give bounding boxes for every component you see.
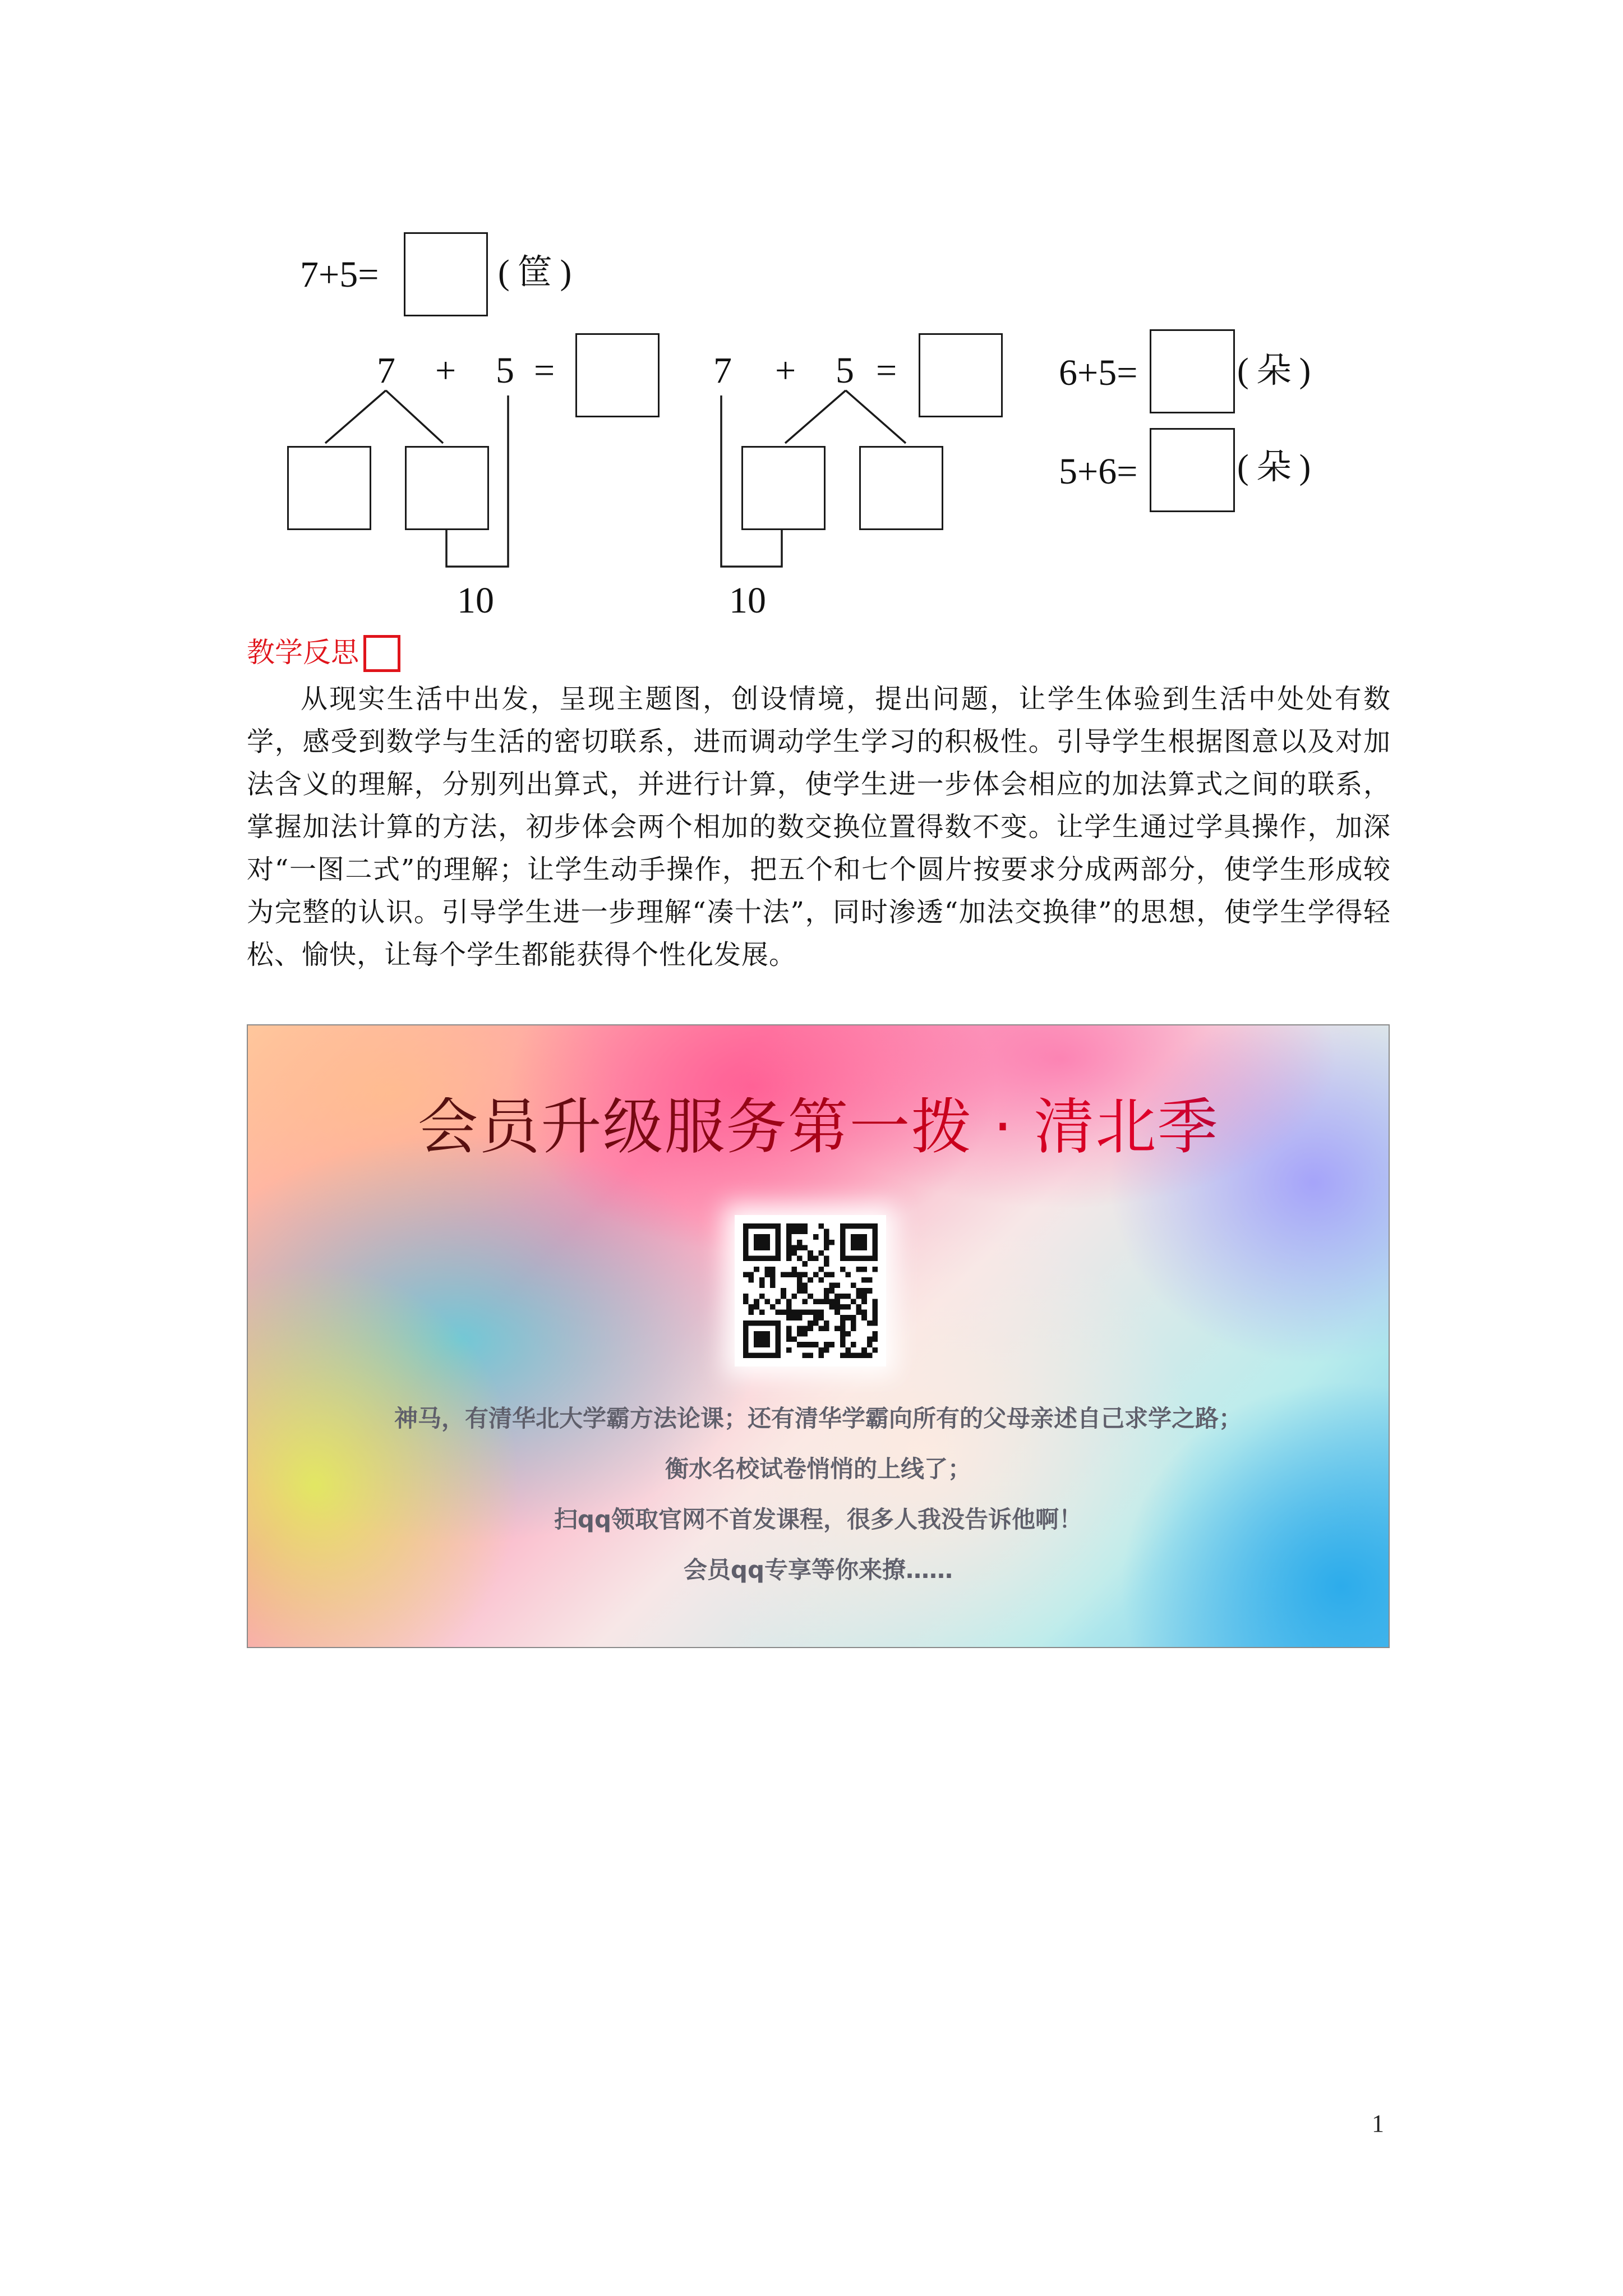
plus-sign: + — [435, 350, 457, 391]
banner-title: 会员升级服务第一拨 · 清北季 — [248, 1097, 1389, 1158]
qr-code-icon — [743, 1223, 878, 1358]
answer-box-6-plus-5[interactable] — [1150, 329, 1235, 413]
answer-box-mid[interactable] — [919, 333, 1003, 417]
answer-box-left[interactable] — [575, 333, 660, 417]
reflection-body: 从现实生活中出发，呈现主题图，创设情境，提出问题，让学生体验到生活中处处有数学，感受到数学与生活的密切联系，进而调动学生学习的积极性。引导学生根据图意以及对加法含义的理解，分别列出算式，并进行计算，使学生进一步体会相应的加法算式之间的联系，掌握加法计算的方法，初步体会两个相加的数交换位置得数不变。让学生通过学具操作，加深对“一图二式”的理解；让学生动手操作，把五个和七个圆片按要求分成两部分，使学生形成较为完整的认识。引导学生进一步理解“凑十法”，同时渗透“加法交换律”的思想，使学生学得轻松、愉快，让每个学生都能获得个性化发展。 — [247, 683, 1391, 970]
page-number: 1 — [1372, 2110, 1384, 2137]
split-line-mid-a — [785, 390, 846, 443]
banner-line: 扫qq领取官网不首发课程，很多人我没告诉他啊！ — [554, 1506, 1083, 1533]
banner-line: 衡水名校试卷悄悄的上线了； — [665, 1455, 971, 1483]
unit-label-flowers: (朵) — [1237, 352, 1319, 390]
answer-box-5-plus-6[interactable] — [1150, 428, 1235, 512]
plus-sign: + — [775, 350, 796, 391]
title-marker-box — [363, 635, 400, 672]
ten-label-mid: 10 — [729, 580, 766, 621]
equals-sign: = — [534, 350, 555, 391]
unit-label-baskets: (筐) — [498, 254, 580, 292]
split-box-left-a[interactable] — [287, 446, 371, 530]
split-box-left-b[interactable] — [405, 446, 489, 530]
equation-6-plus-5: 6+5= — [1059, 352, 1138, 393]
split-line-mid-b — [846, 390, 906, 443]
split-line-left-a — [325, 390, 386, 443]
equation-7-plus-5: 7+5= — [300, 254, 379, 295]
banner-line: 会员qq专享等你来撩…… — [683, 1556, 953, 1584]
equals-sign: = — [876, 350, 897, 391]
answer-box-1[interactable] — [404, 232, 488, 316]
addend-5: 5 — [836, 350, 854, 391]
ten-label-left: 10 — [457, 580, 494, 621]
reflection-title: 教学反思 — [247, 636, 359, 669]
banner-line: 神马，有清华北大学霸方法论课；还有清华学霸向所有的父母亲述自己求学之路； — [394, 1405, 1242, 1432]
addend-7: 7 — [377, 350, 395, 391]
split-box-mid-b[interactable] — [859, 446, 943, 530]
split-box-mid-a[interactable] — [741, 446, 826, 530]
addend-5: 5 — [496, 350, 514, 391]
addend-7: 7 — [713, 350, 732, 391]
math-diagram — [0, 0, 1623, 628]
unit-label-flowers: (朵) — [1237, 448, 1319, 486]
qr-code[interactable] — [735, 1215, 886, 1366]
promo-banner — [247, 1024, 1390, 1648]
equation-5-plus-6: 5+6= — [1059, 451, 1138, 492]
split-line-left-b — [386, 390, 443, 443]
